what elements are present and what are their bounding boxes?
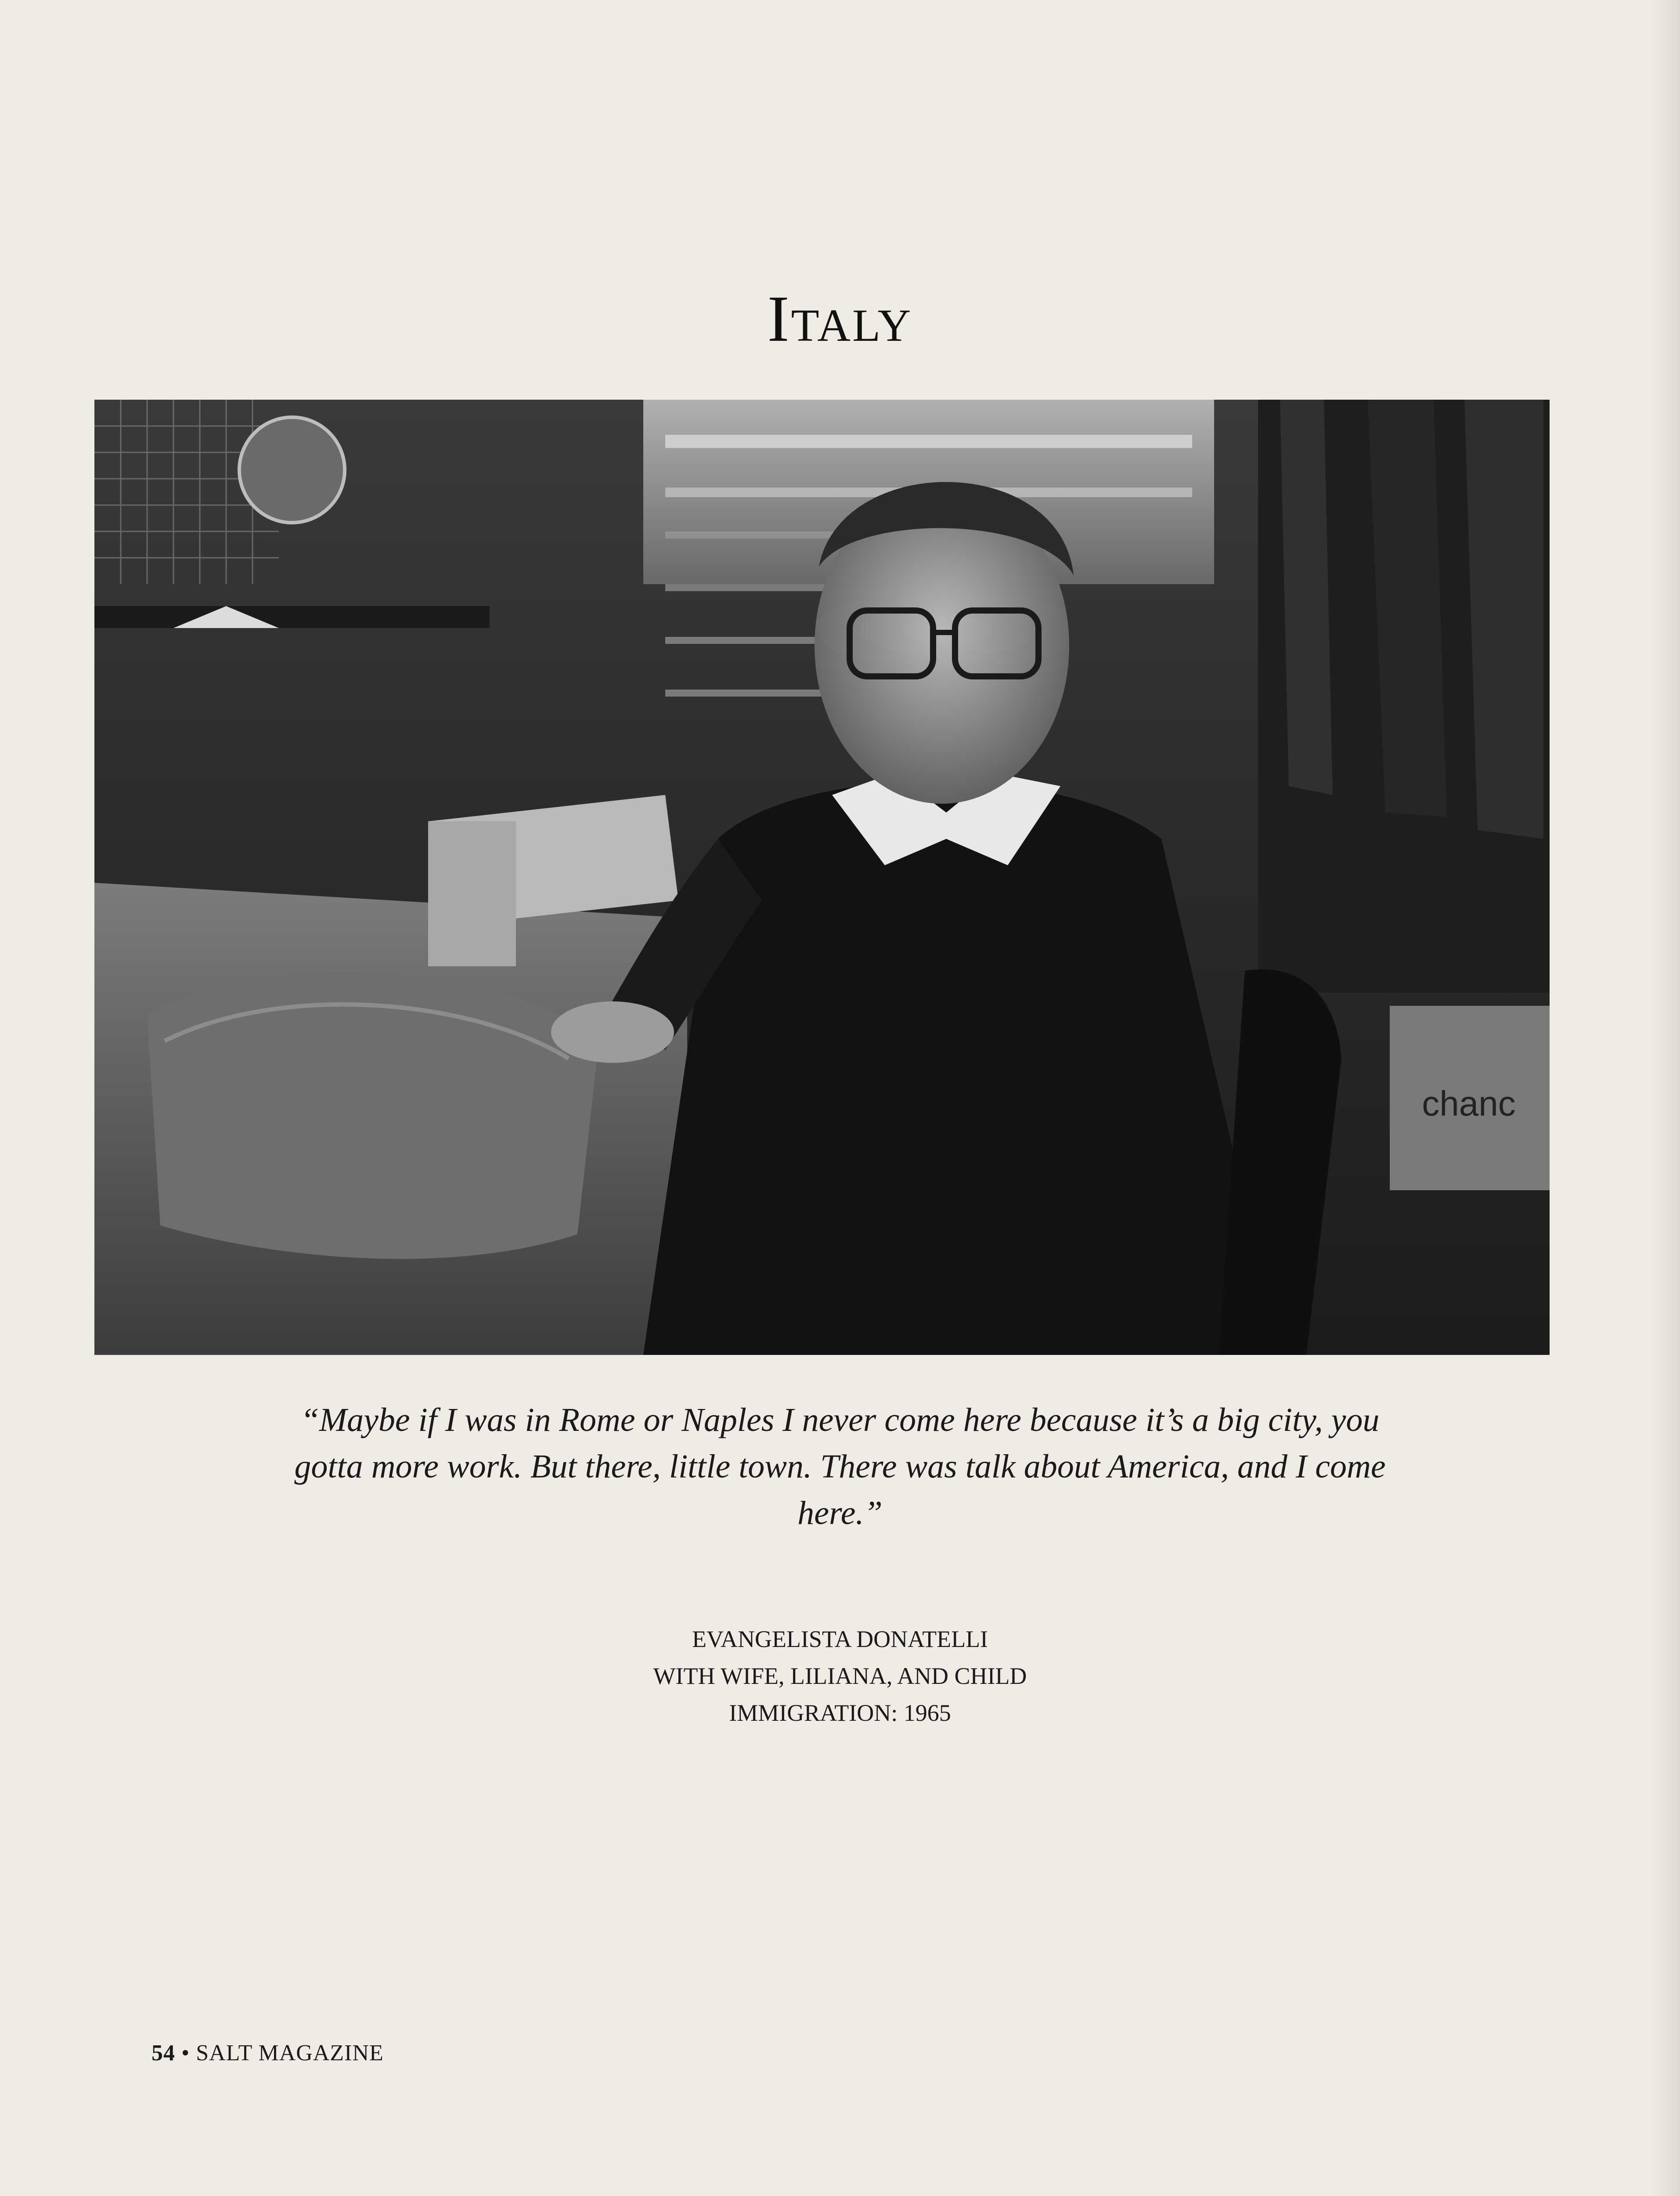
immigration-year: IMMIGRATION: 1965 [729,1700,951,1726]
footer-separator: • [181,2041,190,2066]
page-footer [151,2040,384,2066]
photo-illustration [94,400,1550,1355]
pull-quote: “Maybe if I was in Rome or Naples I never come here because it’s a big city, you gotta more work. But there, little town. There was talk about America, and I come here.” [294,1401,1386,1531]
machine-label: chanc [1422,1084,1516,1123]
portrait-photo [94,400,1550,1355]
photo-credit [0,1621,1680,1731]
page-number: 54 [151,2041,175,2066]
publication-name: SALT MAGAZINE [196,2041,384,2066]
subject-name: EVANGELISTA DONATELLI [692,1626,988,1652]
page-title: Italy [767,282,913,355]
subject-family: WITH WIFE, LILIANA, AND CHILD [653,1663,1027,1689]
